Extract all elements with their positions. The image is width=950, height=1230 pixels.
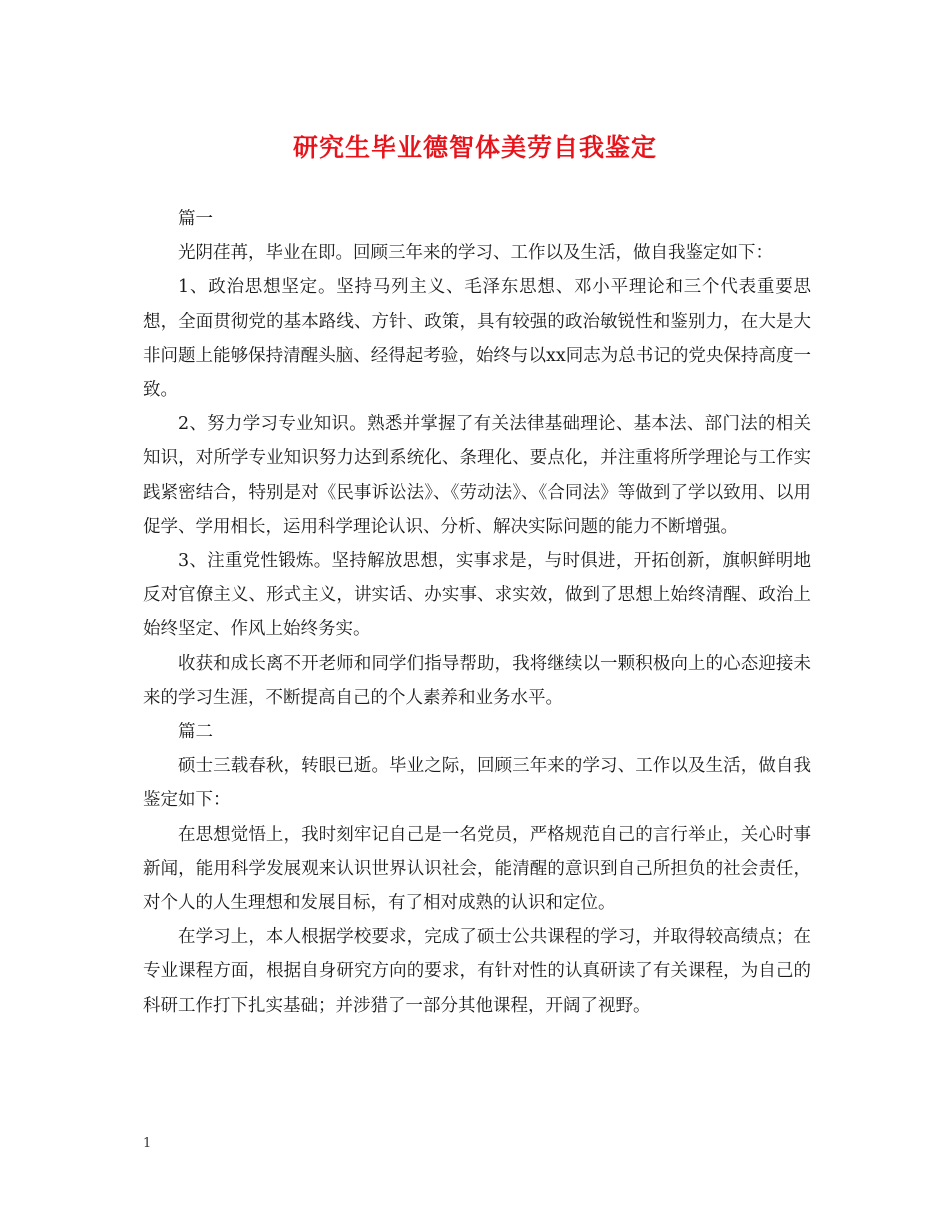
section-heading-2: 篇二 xyxy=(178,722,213,743)
paragraph: 在思想觉悟上，我时刻牢记自己是一名党员，严格规范自己的言行举止，关心时事新闻，能用科学发展观来认识世界认识社会，能清醒的意识到自己所担负的社会责任，对个人的人生理想和发展目标，有了相对成熟的认识和定位。 xyxy=(143,824,811,914)
paragraph: 光阴荏苒，毕业在即。回顾三年来的学习、工作以及生活，做自我鉴定如下： xyxy=(178,243,773,264)
document-title: 研究生毕业德智体美劳自我鉴定 xyxy=(292,133,657,162)
paragraph: 在学习上，本人根据学校要求，完成了硕士公共课程的学习，并取得较高绩点；在专业课程方面，根据自身研究方向的要求，有针对性的认真研读了有关课程，为自己的科研工作打下扎实基础；并涉猎了一部分其他课程，开阔了视野。 xyxy=(143,927,811,1016)
document-body xyxy=(143,202,811,1023)
section-heading-1: 篇一 xyxy=(178,209,213,229)
paragraph: 2、努力学习专业知识。熟悉并掌握了有关法律基础理论、基本法、部门法的相关知识，对所学专业知识努力达到系统化、条理化、要点化，并注重将所学理论与工作实践紧密结合，特别是对《民事诉讼法》、《劳动法》、《合同法》等做到了学以致用、以用促学、学用相长，运用科学理论认识、分析、解决实际问题的能力不断增强。 xyxy=(143,414,811,537)
page-number: 1 xyxy=(143,1136,152,1151)
paragraph: 收获和成长离不开老师和同学们指导帮助，我将继续以一颗积极向上的心态迎接未来的学习生涯，不断提高自己的个人素养和业务水平。 xyxy=(143,653,811,708)
paragraph: 1、政治思想坚定。坚持马列主义、毛泽东思想、邓小平理论和三个代表重要思想，全面贯彻党的基本路线、方针、政策，具有较强的政治敏锐性和鉴别力，在大是大非问题上能够保持清醒头脑、经得起考验，始终与以xx同志为总书记的党央保持高度一致。 xyxy=(143,277,811,401)
paragraph: 3、注重党性锻炼。坚持解放思想，实事求是，与时俱进，开拓创新，旗帜鲜明地反对官僚主义、形式主义，讲实话、办实事、求实效，做到了思想上始终清醒、政治上始终坚定、作风上始终务实。 xyxy=(143,551,811,640)
paragraph: 硕士三载春秋，转眼已逝。毕业之际，回顾三年来的学习、工作以及生活，做自我鉴定如下： xyxy=(143,756,811,811)
